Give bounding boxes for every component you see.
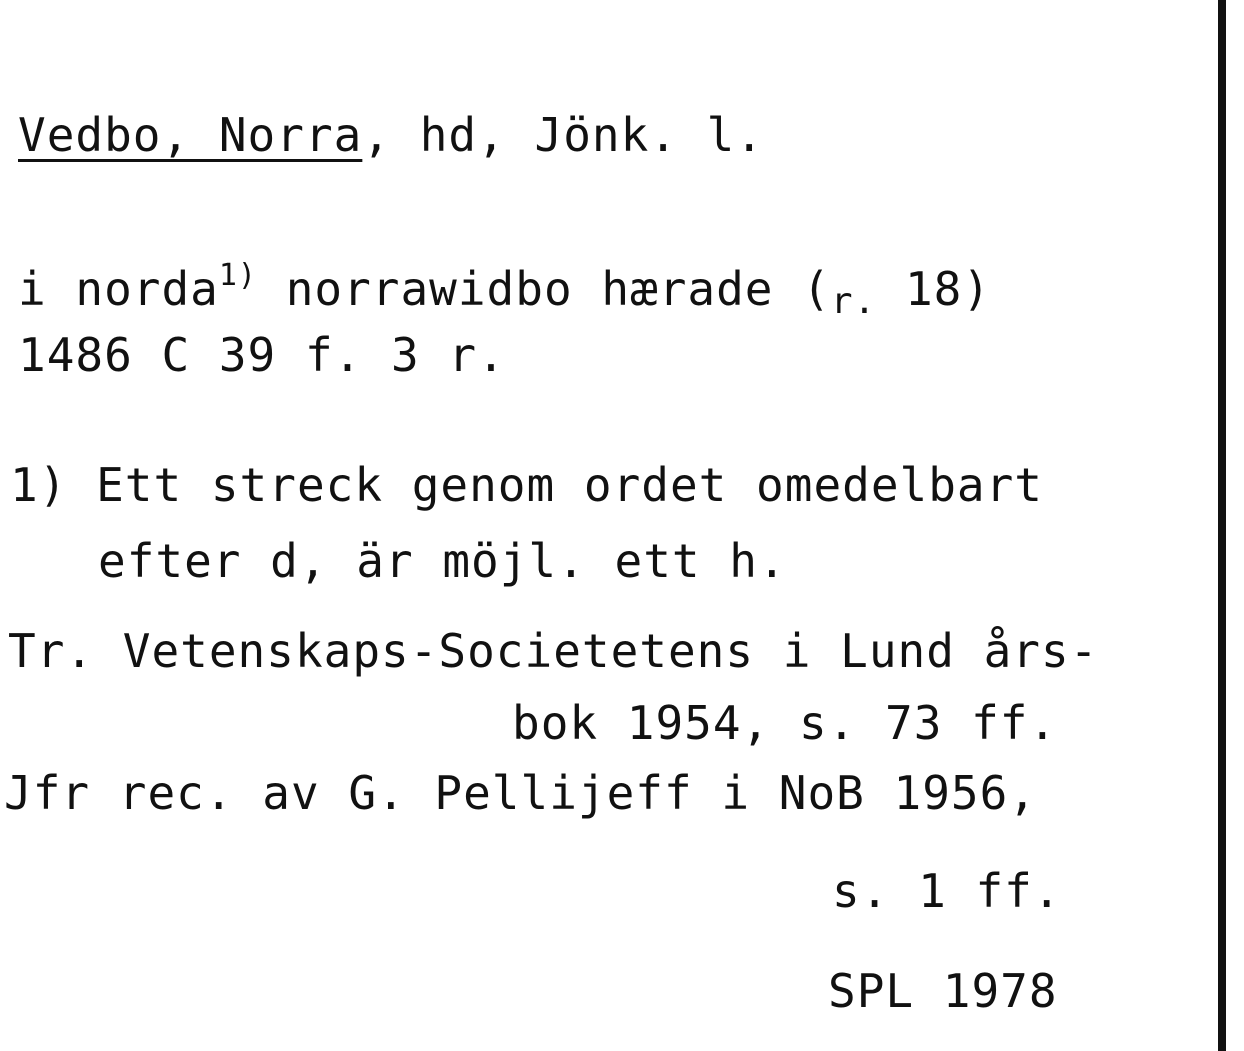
reference-jfr-line-1: Jfr rec. av G. Pellijeff i NoB 1956, — [4, 766, 1037, 820]
reference-tr-line-2: bok 1954, s. 73 ff. — [512, 696, 1058, 750]
footnote-line-2: efter d, är möjl. ett h. — [98, 534, 787, 588]
heading-place-name: Vedbo, Norra — [18, 108, 363, 162]
footnote-mark: 1) — [218, 258, 257, 293]
entry-suffix: 18) — [876, 262, 992, 316]
entry-main: norrawidbo hærade ( — [257, 262, 831, 316]
footnote-line-1: 1) Ett streck genom ordet omedelbart — [10, 458, 1043, 512]
entry-line-2: 1486 C 39 f. 3 r. — [18, 328, 506, 382]
signature: SPL 1978 — [828, 964, 1058, 1018]
card-heading — [18, 108, 765, 162]
card-right-edge — [1218, 0, 1226, 1051]
entry-r: r. — [830, 281, 877, 322]
reference-jfr-line-2: s. 1 ff. — [832, 864, 1062, 918]
entry-prefix: i norda — [18, 262, 219, 316]
reference-tr-line-1: Tr. Vetenskaps-Societetens i Lund års- — [8, 624, 1099, 678]
heading-rest: , hd, Jönk. l. — [362, 108, 765, 162]
entry-line-1 — [18, 258, 992, 322]
